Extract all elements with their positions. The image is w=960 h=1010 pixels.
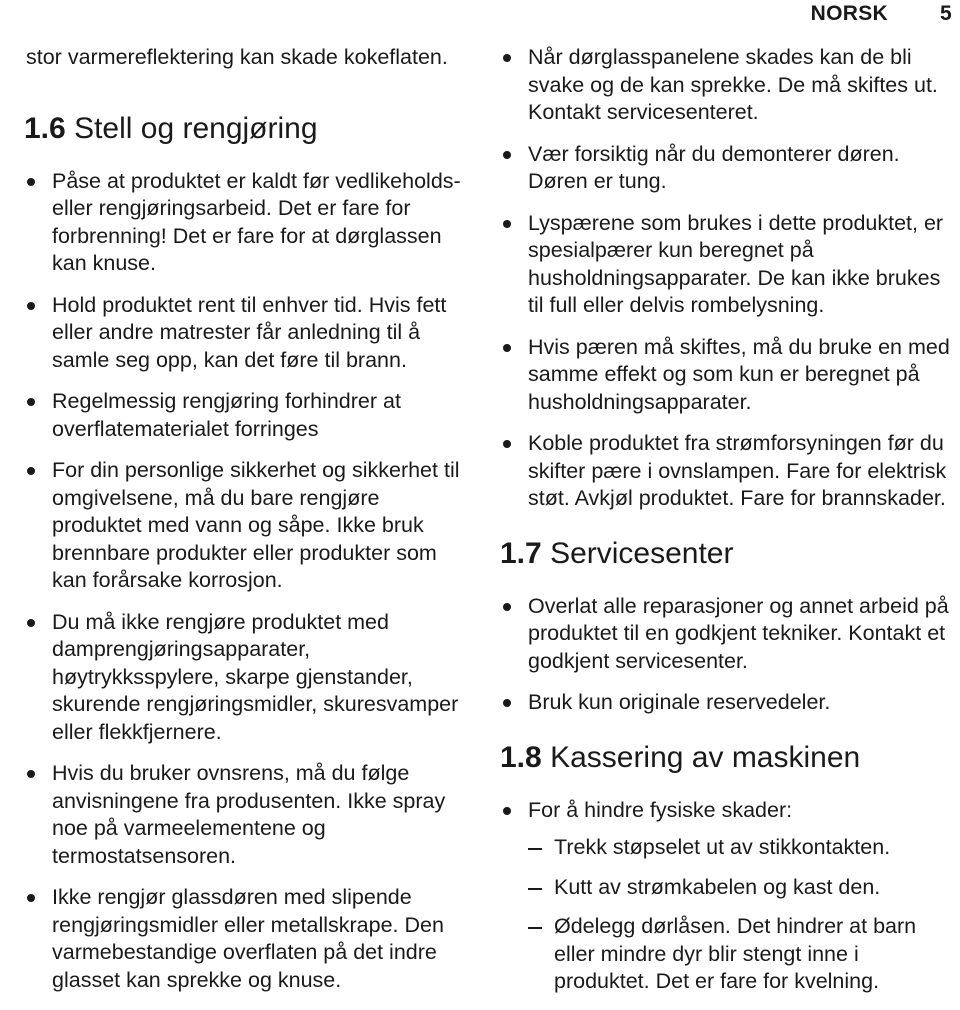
list-item (502, 797, 958, 996)
list-item: For din personlige sikkerhet og sikkerhet til omgivelsene, må du bare rengjøre produktet med vann og såpe. Ikke bruk brennbare produkter eller produkter som kan forårsake korrosjon. (26, 457, 466, 595)
language-label: NORSK (810, 2, 889, 25)
list-item: Hvis du bruker ovnsrens, må du følge anvisningene fra produsenten. Ikke spray noe på varmeelementene og termostatsensoren. (26, 760, 466, 870)
list-item: Påse at produktet er kaldt før vedlikeholds- eller rengjøringsarbeid. Det er fare for forbrenning! Det er fare for at dørglassen kan knuse. (26, 168, 466, 278)
list-item: Bruk kun originale reservedeler. (502, 689, 958, 717)
list-item: Hvis pæren må skiftes, må du bruke en med samme effekt og som kun er beregnet på husholdningsapparater. (502, 334, 958, 417)
section-number: 1.7 (500, 536, 542, 570)
list-item-text: For å hindre fysiske skader: (528, 797, 793, 822)
section-heading-1-6 (24, 112, 466, 146)
list-item: Overlat alle reparasjoner og annet arbeid på produktet til en godkjent tekniker. Kontakt et godkjent servicesenter. (502, 593, 958, 676)
section-title: Servicesenter (550, 536, 734, 570)
service-center-list (502, 593, 958, 717)
list-item: Lyspærene som brukes i dette produktet, er spesialpærer kun beregnet på husholdningsapparater. De kan ikke brukes til full eller delvis rombelysning. (502, 210, 958, 320)
page-header (811, 2, 952, 26)
list-item: Hold produktet rent til enhver tid. Hvis fett eller andre matrester får anledning til å samle seg opp, kan det føre til brann. (26, 292, 466, 375)
section-title: Kassering av maskinen (550, 740, 861, 774)
list-item: Koble produktet fra strømforsyningen før du skifter pære i ovnslampen. Fare for elektrisk støt. Avkjøl produktet. Fare for brannskader. (502, 430, 958, 513)
care-cleaning-list-continued (502, 44, 958, 513)
left-column (26, 44, 466, 1008)
section-title: Stell og rengjøring (74, 111, 318, 145)
list-item: Ikke rengjør glassdøren med slipende rengjøringsmidler eller metallskrape. Den varmebestandige overflaten på det indre glasset kan sprekke og knuse. (26, 884, 466, 994)
sub-list-item: Kutt av strømkabelen og kast den. (528, 874, 958, 902)
section-heading-1-8 (500, 741, 958, 775)
section-number: 1.8 (500, 740, 542, 774)
list-item: Vær forsiktig når du demonterer døren. Døren er tung. (502, 141, 958, 196)
disposal-sub-list (528, 834, 958, 996)
sub-list-item: Ødelegg dørlåsen. Det hindrer at barn eller mindre dyr blir stengt inne i produktet. Det er fare for kvelning. (528, 913, 958, 996)
continuation-text: stor varmereflektering kan skade kokeflaten. (26, 45, 448, 69)
section-number: 1.6 (24, 111, 66, 145)
section-heading-1-7 (500, 537, 958, 571)
list-item: Når dørglasspanelene skades kan de bli svake og de kan sprekke. De må skiftes ut. Kontakt servicesenteret. (502, 44, 958, 127)
page-number: 5 (940, 2, 952, 25)
list-item: Du må ikke rengjøre produktet med damprengjøringsapparater, høytrykksspylere, skarpe gjenstander, skurende rengjøringsmidler, skuresvamper eller flekkfjernere. (26, 609, 466, 747)
right-column (502, 44, 958, 1010)
sub-list-item: Trekk støpselet ut av stikkontakten. (528, 834, 958, 862)
list-item: Regelmessig rengjøring forhindrer at overflatematerialet forringes (26, 388, 466, 443)
care-cleaning-list (26, 168, 466, 995)
disposal-list (502, 797, 958, 996)
